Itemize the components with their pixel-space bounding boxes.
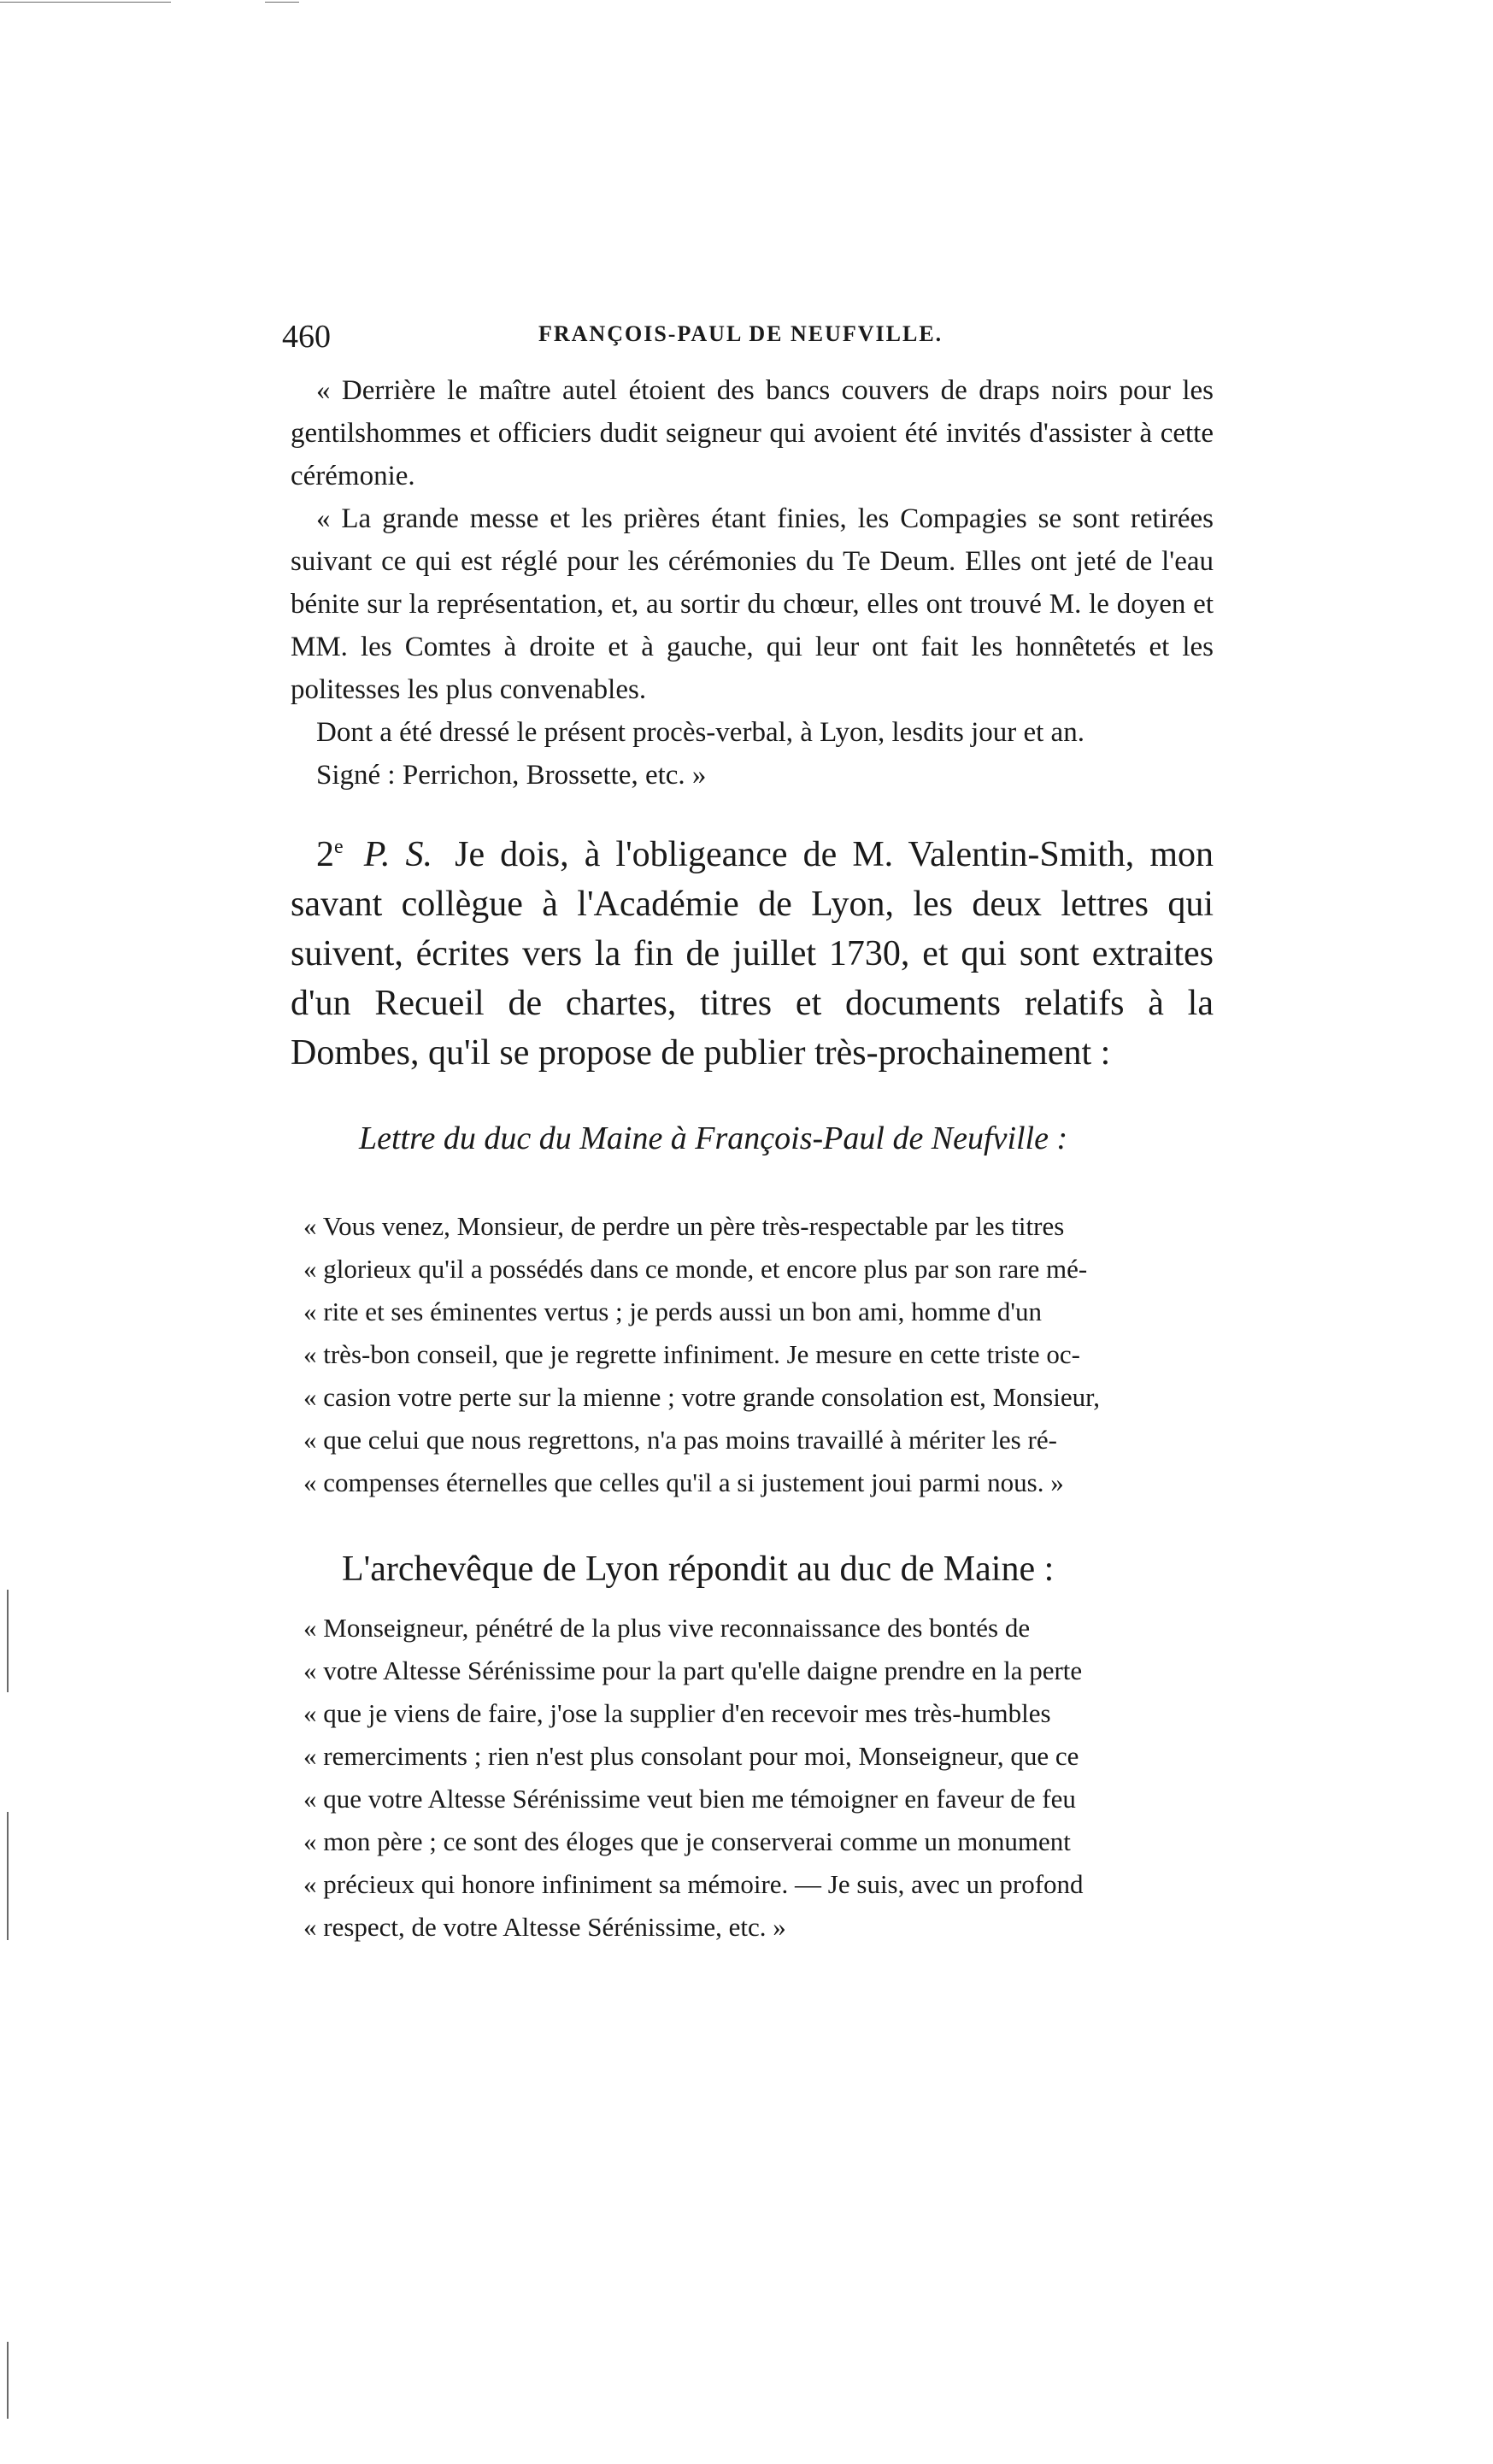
section-heading: L'archevêque de Lyon répondit au duc de Maine : <box>342 1550 1055 1589</box>
postscript-label: P. S. <box>363 835 433 874</box>
quote-line: « glorieux qu'il a possédés dans ce monde, et encore plus par son rare mé- <box>303 1254 1088 1284</box>
quote-line: « casion votre perte sur la mienne ; votre grande consolation est, Monsieur, <box>303 1382 1100 1412</box>
quote-line: « précieux qui honore infiniment sa mémoire. — Je suis, avec un profond <box>303 1869 1084 1899</box>
proces-verbal-text <box>291 369 1214 797</box>
scan-margin-line <box>7 1812 9 1940</box>
signature-line: Signé : Perrichon, Brossette, etc. » <box>316 760 707 791</box>
page-number: 460 <box>282 319 331 355</box>
quote-line: « que celui que nous regrettons, n'a pas moins travaillé à mériter les ré- <box>303 1425 1057 1455</box>
quote-line: « remerciments ; rien n'est plus consolant pour moi, Monseigneur, que ce <box>303 1741 1079 1771</box>
quote-line: « que je viens de faire, j'ose la supplier d'en recevoir mes très-humbles <box>303 1698 1051 1728</box>
quote-line: « rite et ses éminentes vertus ; je perds aussi un bon ami, homme d'un <box>303 1297 1042 1326</box>
paragraph: Dont a été dressé le présent procès-verbal, à Lyon, lesdits jour et an. <box>316 717 1084 748</box>
quote-line: « respect, de votre Altesse Sérénissime, etc. » <box>303 1912 786 1942</box>
quote-line: « Monseigneur, pénétré de la plus vive reconnaissance des bontés de <box>303 1613 1031 1643</box>
paragraph: « La grande messe et les prières étant finies, les Compagies se sont retirées suivant ce qui est réglé pour les cérémonies du Te Deum. Elles ont jeté de l'eau bénite sur la représentation, et, au sortir du chœur, elles ont trouvé M. le doyen et MM. les Comtes à droite et à gauche, qui leur ont fait les honnêtetés et les politesses les plus convenables. <box>291 503 1214 705</box>
running-title: FRANÇOIS-PAUL DE NEUFVILLE. <box>538 321 943 346</box>
postscript-number: 2 <box>316 835 334 874</box>
postscript-paragraph <box>291 822 1214 1078</box>
page-header <box>282 318 1214 357</box>
quote-line: « compenses éternelles que celles qu'il a si justement joui parmi nous. » <box>303 1467 1064 1497</box>
postscript <box>291 822 1214 1078</box>
paragraph: « Derrière le maître autel étoient des bancs couvers de draps noirs pour les gentilshommes et officiers dudit seigneur qui avoient été invités d'assister à cette cérémonie. <box>291 375 1214 491</box>
quote-line: « Vous venez, Monsieur, de perdre un père très-respectable par les titres <box>303 1211 1065 1241</box>
quote-line: « très-bon conseil, que je regrette infiniment. Je mesure en cette triste oc- <box>303 1339 1080 1369</box>
scan-top-line <box>265 2 299 3</box>
scan-margin-line <box>7 2342 9 2419</box>
postscript-text: Je dois, à l'obligeance de M. Valentin-Smith, mon savant collègue à l'Académie de Lyon, les deux lettres qui suivent, écrites vers la fin de juillet 1730, et qui sont extraites d'un Recueil de chartes, titres et documents relatifs à la Dombes, qu'il se propose de publier très-prochainement : <box>291 835 1214 1073</box>
letter-archeveque <box>303 1607 1226 1949</box>
scan-margin-line <box>7 1590 9 1692</box>
letter-heading: Lettre du duc du Maine à François-Paul de Neufville : <box>359 1120 1068 1156</box>
postscript-superscript: e <box>334 836 344 858</box>
quote-line: « votre Altesse Sérénissime pour la part qu'elle daigne prendre en la perte <box>303 1655 1083 1685</box>
letter-duc-du-maine <box>303 1205 1226 1504</box>
scan-top-line <box>0 2 171 3</box>
quote-line: « que votre Altesse Sérénissime veut bien me témoigner en faveur de feu <box>303 1784 1076 1814</box>
quote-line: « mon père ; ce sont des éloges que je conserverai comme un monument <box>303 1826 1071 1856</box>
